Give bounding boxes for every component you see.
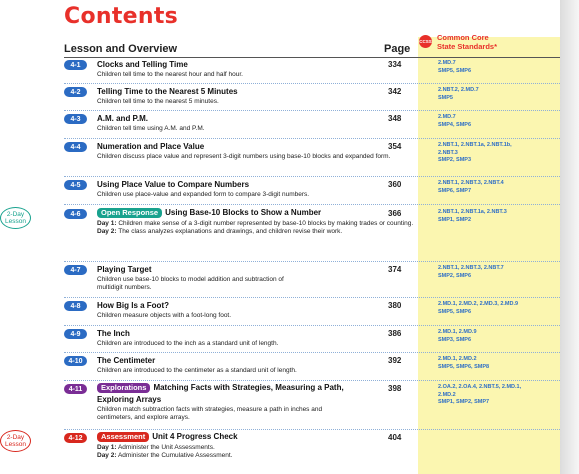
lesson-number-badge: 4-5 (64, 180, 87, 190)
header-divider (64, 57, 560, 58)
lesson-description: Children are introduced to the centimeter as a standard unit of length. (97, 367, 297, 374)
explorations-tag: Explorations (97, 383, 150, 393)
lesson-description: Children are introduced to the inch as a standard unit of length. (97, 340, 279, 347)
lesson-row-4-12[interactable] (64, 432, 560, 472)
lesson-title[interactable]: Using Place Value to Compare Numbers (97, 180, 250, 189)
lesson-number-badge: 4-7 (64, 265, 87, 275)
row-divider (64, 204, 560, 205)
lesson-page-number[interactable]: 374 (388, 265, 402, 274)
lesson-title[interactable]: The Inch (97, 329, 130, 338)
lesson-row-4-8[interactable] (64, 300, 560, 324)
row-divider (64, 297, 560, 298)
lesson-standards: 2.NBT.1, 2.NBT.1a, 2.NBT.3 SMP1, SMP2 (438, 209, 507, 223)
lesson-number-badge: 4-12 (64, 433, 87, 443)
lesson-row-4-2[interactable] (64, 86, 560, 110)
lesson-number-badge: 4-8 (64, 301, 87, 311)
lesson-row-4-9[interactable] (64, 328, 560, 352)
lesson-description: Day 1: Children make sense of a 3-digit number represented by base-10 blocks by making trades or counting. Day 2: The class analyzes explanations and drawings, and children revise their work. (97, 220, 414, 236)
lesson-number-badge: 4-3 (64, 114, 87, 124)
lesson-title-continued: Exploring Arrays (97, 395, 162, 404)
lesson-row-4-1[interactable] (64, 59, 560, 83)
lesson-standards: 2.MD.7 SMP4, SMP6 (438, 114, 472, 128)
lesson-number-badge: 4-9 (64, 329, 87, 339)
lesson-page-number[interactable]: 404 (388, 433, 402, 442)
lesson-page-number[interactable]: 354 (388, 142, 402, 151)
lesson-description: Children measure objects with a foot-long foot. (97, 312, 232, 319)
lesson-standards: 2.MD.1, 2.MD.9 SMP3, SMP6 (438, 329, 477, 343)
page-title: Contents (64, 4, 179, 29)
lesson-standards: 2.NBT.1, 2.NBT.1a, 2.NBT.1b, 2.NBT.3 SMP2, SMP3 (438, 142, 512, 163)
lesson-page-number[interactable]: 348 (388, 114, 402, 123)
lesson-title[interactable]: Numeration and Place Value (97, 142, 205, 151)
lesson-page-number[interactable]: 386 (388, 329, 402, 338)
lesson-description: Children tell time to the nearest 5 minutes. (97, 98, 219, 105)
lesson-title[interactable]: Clocks and Telling Time (97, 60, 188, 69)
lesson-description: Day 1: Administer the Unit Assessments. Day 2: Administer the Cumulative Assessment. (97, 444, 233, 460)
lesson-standards: 2.NBT.2, 2.MD.7 SMP5 (438, 87, 479, 101)
lesson-title[interactable]: Explorations Matching Facts with Strategies, Measuring a Path, (97, 383, 344, 393)
ccss-badge-icon: CCSS (419, 35, 432, 48)
row-divider (64, 380, 560, 381)
lesson-number-badge: 4-10 (64, 356, 87, 366)
lesson-number-badge: 4-6 (64, 209, 87, 219)
lesson-standards: 2.MD.1, 2.MD.2 SMP5, SMP6, SMP8 (438, 356, 490, 370)
row-divider (64, 138, 560, 139)
lesson-standards: 2.NBT.1, 2.NBT.3, 2.NBT.4 SMP6, SMP7 (438, 180, 504, 194)
lesson-description: Children tell time to the nearest hour and half hour. (97, 71, 243, 78)
lesson-row-4-7[interactable] (64, 264, 560, 296)
row-divider (64, 325, 560, 326)
lesson-title[interactable]: Open Response Using Base-10 Blocks to Show a Number (97, 208, 321, 218)
lesson-column-header: Lesson and Overview (64, 43, 178, 55)
lesson-number-badge: 4-11 (64, 384, 87, 394)
lesson-title[interactable]: The Centimeter (97, 356, 156, 365)
lesson-page-number[interactable]: 342 (388, 87, 402, 96)
lesson-row-4-3[interactable] (64, 113, 560, 137)
lesson-row-4-4[interactable] (64, 141, 560, 176)
lesson-title[interactable]: A.M. and P.M. (97, 114, 148, 123)
lesson-standards: 2.OA.2, 2.OA.4, 2.NBT.5, 2.MD.1, 2.MD.2 SMP1, SMP2, SMP7 (438, 384, 522, 405)
lesson-description: Children use base-10 blocks to model addition and subtraction of multidigit numbers. (97, 276, 284, 292)
assessment-tag: Assessment (97, 432, 149, 442)
lesson-description: Children discuss place value and represent 3-digit numbers using base-10 blocks and expanded form. (97, 153, 391, 160)
lesson-number-badge: 4-4 (64, 142, 87, 152)
lesson-row-4-5[interactable] (64, 179, 560, 203)
lesson-number-badge: 4-2 (64, 87, 87, 97)
row-divider (64, 83, 560, 84)
row-divider (64, 110, 560, 111)
lesson-description: Children tell time using A.M. and P.M. (97, 125, 205, 132)
row-divider (64, 176, 560, 177)
two-day-lesson-marker: 2-Day Lesson (0, 207, 31, 229)
lesson-description: Children match subtraction facts with strategies, measure a path in inches and centimeters, and explore arrays. (97, 406, 323, 422)
row-divider (64, 261, 560, 262)
lesson-page-number[interactable]: 392 (388, 356, 402, 365)
lesson-title[interactable]: Assessment Unit 4 Progress Check (97, 432, 238, 442)
lesson-title[interactable]: How Big Is a Foot? (97, 301, 169, 310)
lesson-row-4-6[interactable] (64, 208, 560, 260)
lesson-number-badge: 4-1 (64, 60, 87, 70)
lesson-page-number[interactable]: 334 (388, 60, 402, 69)
lesson-title[interactable]: Playing Target (97, 265, 152, 274)
lesson-page-number[interactable]: 380 (388, 301, 402, 310)
open-response-tag: Open Response (97, 208, 162, 218)
lesson-standards: 2.NBT.1, 2.NBT.3, 2.NBT.7 SMP2, SMP6 (438, 265, 504, 279)
lesson-page-number[interactable]: 366 (388, 209, 402, 218)
lesson-row-4-10[interactable] (64, 355, 560, 379)
two-day-lesson-marker: 2-Day Lesson (0, 430, 31, 452)
lesson-standards: 2.MD.1, 2.MD.2, 2.MD.3, 2.MD.9 SMP5, SMP6 (438, 301, 519, 315)
lesson-title[interactable]: Telling Time to the Nearest 5 Minutes (97, 87, 238, 96)
standards-column-header: Common Core State Standards* (437, 33, 498, 51)
row-divider (64, 429, 560, 430)
lesson-page-number[interactable]: 398 (388, 384, 402, 393)
page-edge-shadow (560, 0, 579, 474)
lesson-page-number[interactable]: 360 (388, 180, 402, 189)
lesson-row-4-11[interactable] (64, 383, 560, 427)
page-column-header: Page (384, 43, 411, 55)
lesson-standards: 2.MD.7 SMP5, SMP6 (438, 60, 472, 74)
lesson-description: Children use place-value and expanded form to compare 3-digit numbers. (97, 191, 310, 198)
row-divider (64, 352, 560, 353)
